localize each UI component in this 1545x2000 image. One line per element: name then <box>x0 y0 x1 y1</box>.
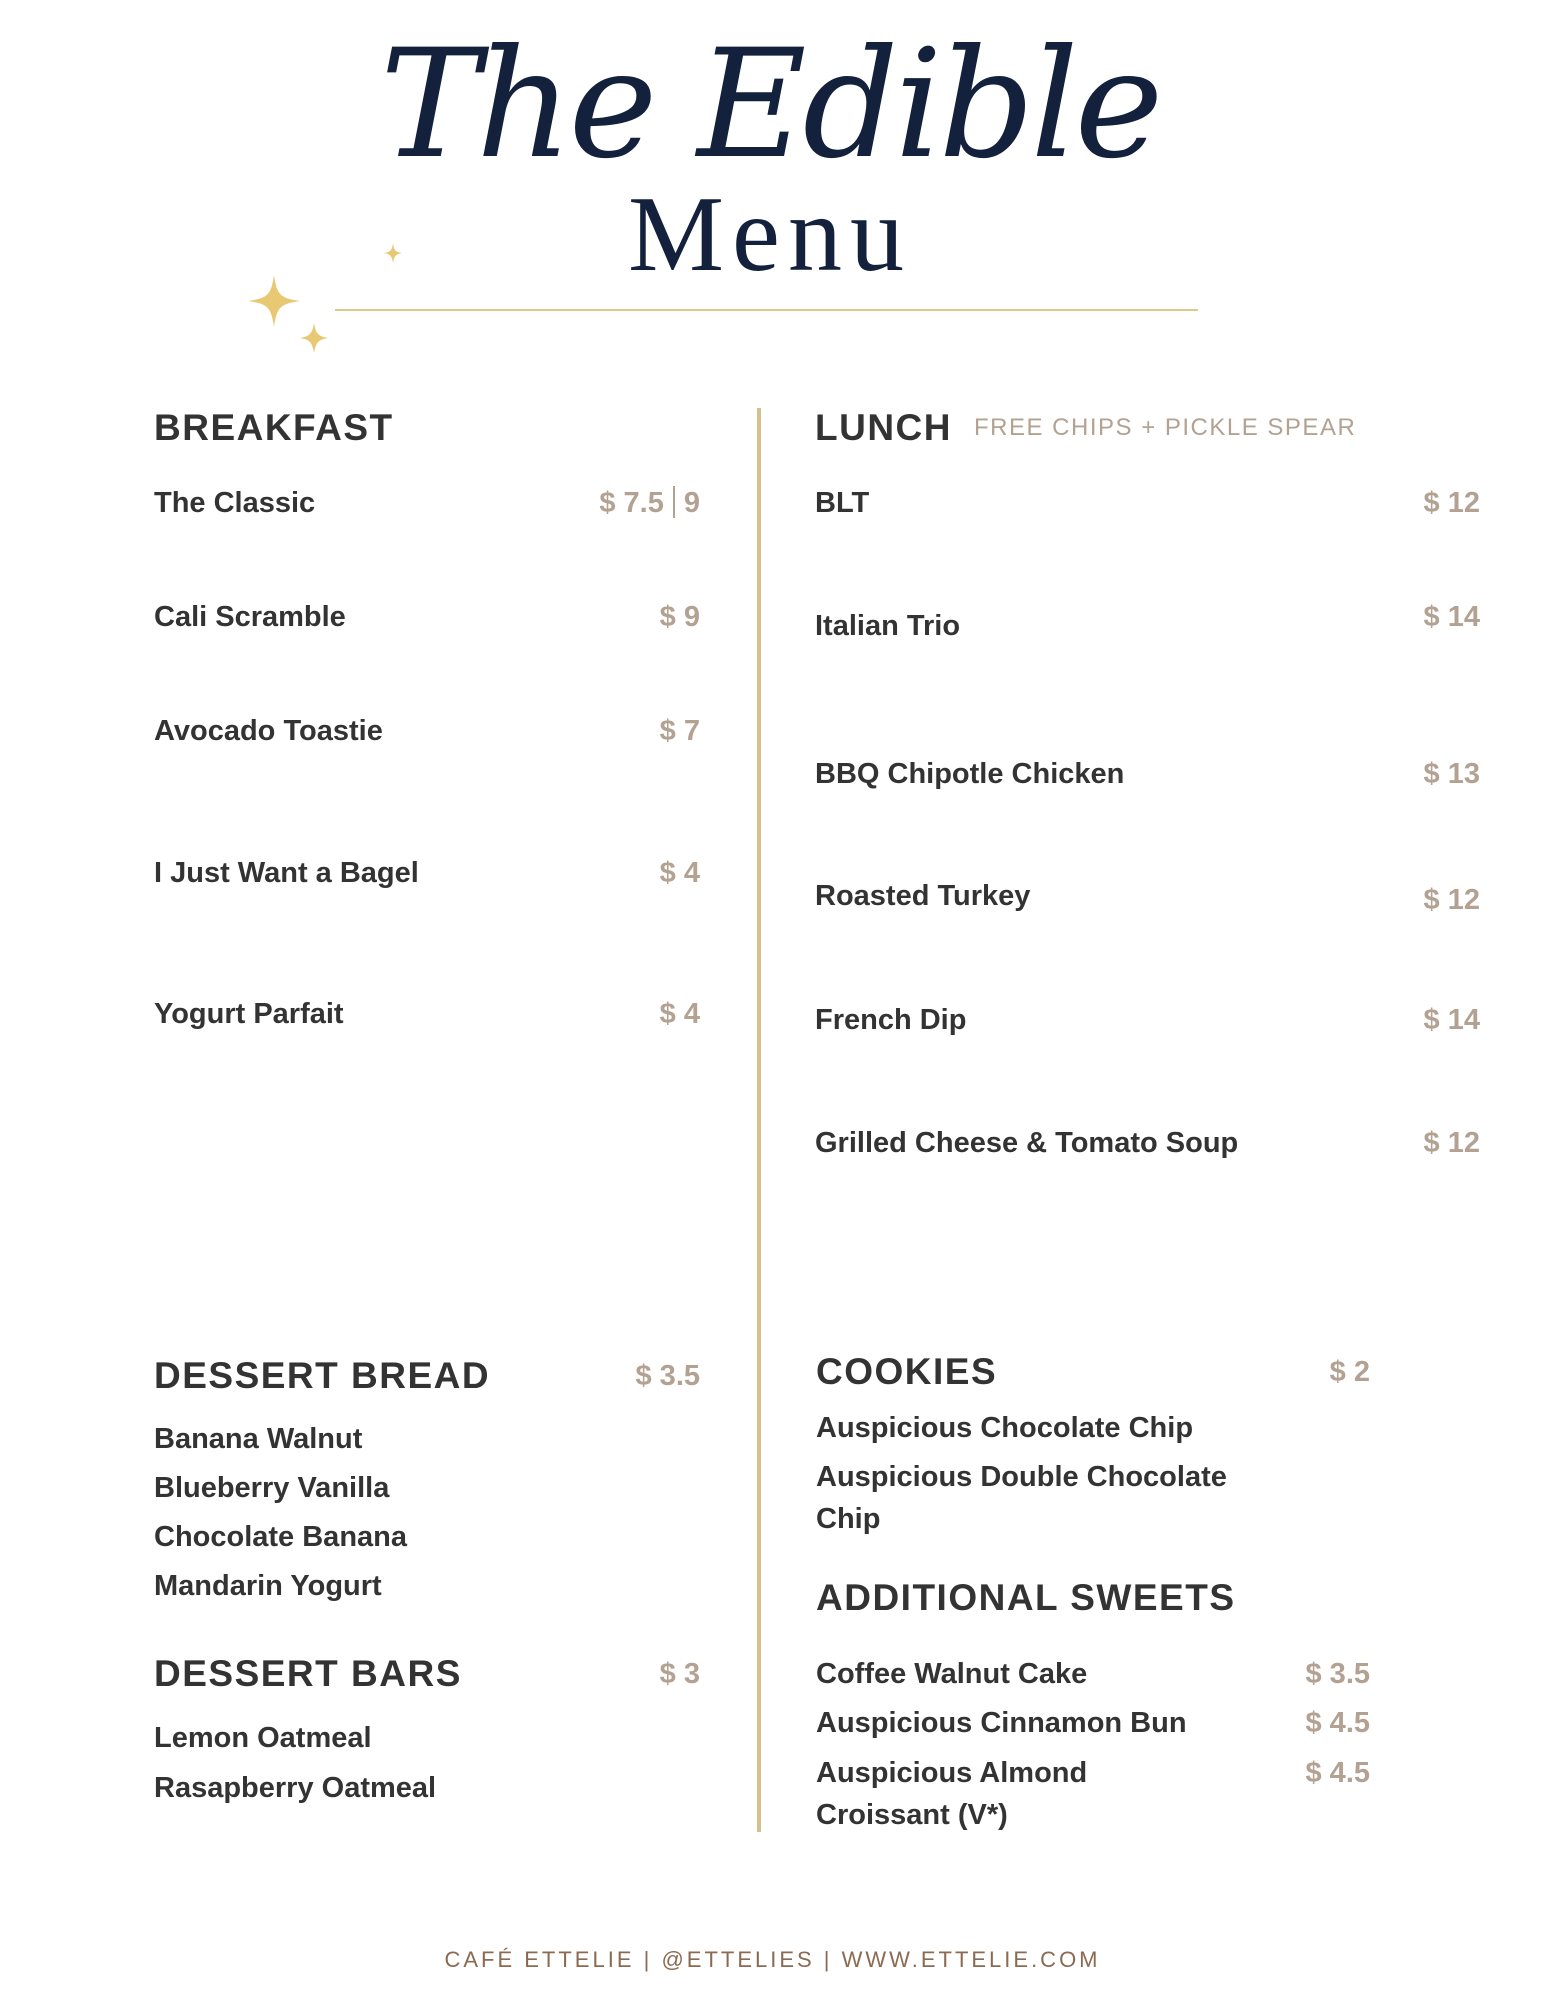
dessert-bread-item: Chocolate Banana <box>154 1521 407 1553</box>
breakfast-item-name: I Just Want a Bagel <box>154 857 419 889</box>
additional-sweets-price: $ 4.5 <box>1305 1757 1370 1789</box>
lunch-item-price: $ 12 <box>1423 884 1480 916</box>
lunch-item-name: Roasted Turkey <box>815 880 1031 912</box>
additional-sweets-item-line2: Croissant (V*) <box>816 1799 1008 1831</box>
cookies-price: $ 2 <box>1329 1356 1370 1388</box>
lunch-item-name: BBQ Chipotle Chicken <box>815 758 1125 790</box>
lunch-item-price: $ 12 <box>1423 1127 1480 1159</box>
lunch-item-price: $ 12 <box>1423 487 1480 519</box>
breakfast-item-price: $ 4 <box>659 998 700 1030</box>
additional-sweets-item: Auspicious Cinnamon Bun <box>816 1707 1187 1739</box>
lunch-note: FREE CHIPS + PICKLE SPEAR <box>974 414 1357 441</box>
dessert-bread-price: $ 3.5 <box>635 1360 700 1392</box>
dessert-bars-price: $ 3 <box>659 1658 700 1690</box>
cookies-heading: COOKIES <box>816 1351 998 1392</box>
lunch-item-price: $ 14 <box>1423 601 1480 633</box>
column-divider <box>757 408 761 1832</box>
breakfast-heading: BREAKFAST <box>154 407 394 448</box>
additional-sweets-item: Coffee Walnut Cake <box>816 1658 1088 1690</box>
script-title: The Edible <box>380 18 1160 192</box>
breakfast-item-price <box>520 485 700 521</box>
cookies-item: Auspicious Chocolate Chip <box>816 1412 1194 1444</box>
additional-sweets-heading: ADDITIONAL SWEETS <box>816 1577 1236 1618</box>
breakfast-item-price: $ 7 <box>659 715 700 747</box>
dessert-bars-item: Rasapberry Oatmeal <box>154 1772 437 1804</box>
lunch-item-price: $ 14 <box>1423 1004 1480 1036</box>
breakfast-item-name: Avocado Toastie <box>154 715 383 747</box>
header-rule <box>335 309 1198 311</box>
lunch-item-name: Grilled Cheese & Tomato Soup <box>815 1127 1239 1159</box>
footer-contact: CAFÉ ETTELIE | @ETTELIES | WWW.ETTELIE.COM <box>444 1947 1101 1972</box>
price-single: $ 7.5 <box>599 487 664 519</box>
additional-sweets-item: Auspicious Almond <box>816 1757 1088 1789</box>
dessert-bread-item: Blueberry Vanilla <box>154 1472 390 1504</box>
price-separator <box>673 486 675 518</box>
cookies-item: Auspicious Double Chocolate <box>816 1461 1227 1493</box>
breakfast-item-price: $ 4 <box>659 857 700 889</box>
sparkles-icon <box>230 235 430 375</box>
additional-sweets-price: $ 4.5 <box>1305 1707 1370 1739</box>
lunch-item-price: $ 13 <box>1423 758 1480 790</box>
breakfast-item-name: Yogurt Parfait <box>154 998 344 1030</box>
dessert-bread-item: Banana Walnut <box>154 1423 363 1455</box>
cookies-item: Chip <box>816 1503 881 1535</box>
breakfast-item-name: The Classic <box>154 487 316 519</box>
lunch-item-name: French Dip <box>815 1004 967 1036</box>
lunch-item-name: Italian Trio <box>815 610 961 642</box>
lunch-heading: LUNCH <box>815 407 952 448</box>
dessert-bars-heading: DESSERT BARS <box>154 1653 462 1694</box>
additional-sweets-price: $ 3.5 <box>1305 1658 1370 1690</box>
breakfast-item-price: $ 9 <box>659 601 700 633</box>
menu-title: Menu <box>628 175 912 294</box>
lunch-item-name: BLT <box>815 487 870 519</box>
dessert-bars-item: Lemon Oatmeal <box>154 1722 372 1754</box>
breakfast-item-name: Cali Scramble <box>154 601 346 633</box>
price-double: 9 <box>683 487 700 519</box>
dessert-bread-item: Mandarin Yogurt <box>154 1570 382 1602</box>
dessert-bread-heading: DESSERT BREAD <box>154 1355 491 1396</box>
